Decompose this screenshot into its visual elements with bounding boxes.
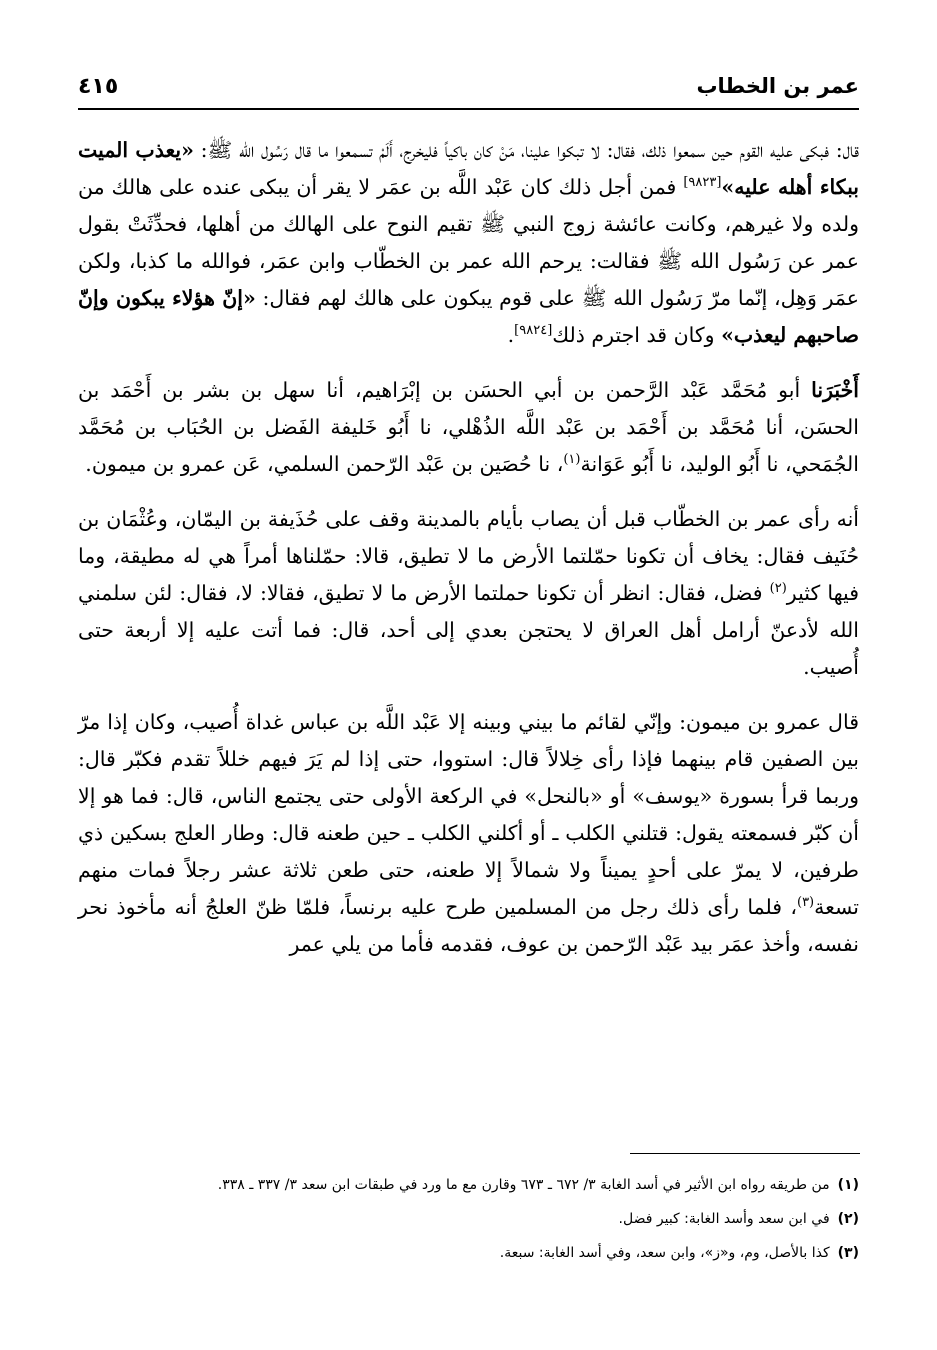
footnote-text: كذا بالأصل، وم، و«ز»، وابن سعد، وفي أسد الغابة: سبعة.: [499, 1245, 830, 1261]
isnad-lead: أَخْبَرَنا: [811, 378, 859, 402]
paragraph-3: [78, 501, 859, 686]
footnote-marker[interactable]: (٢): [769, 581, 787, 597]
paragraph-2: [78, 372, 859, 483]
footnote-divider: [630, 1153, 860, 1154]
footnote-marker[interactable]: (١): [563, 452, 581, 468]
paragraph-text: قال عمرو بن ميمون: وإنّي لقائم ما بيني وبينه إلا عَبْد اللَّه بن عباس غداة أُصيب، وكان إذا مرّ بين الصفين قام بينهما فإذا رأى خِلالاً قال: استووا، حتى إذا لم يَرَ فيهم خللاً تقدم فكبّر قال: وربما قرأ بسورة «يوسف» أو «بالنحل» في الركعة الأولى حتى يجتمع الناس، قال: فما هو إلا أن كبّر فسمعته يقول: قتلني الكلب ـ أو أكلني الكلب ـ حين طعنه قال: وطار العلج بسكين ذي طرفين، لا يمرّ على أحدٍ يميناً ولا شمالاً إلا طعنه، حتى طعن ثلاثة عشر رجلاً فمات منهم تسعة: [78, 710, 859, 919]
hadith-quote: «إنّ هؤلاء يبكون وإنّ صاحبهم ليعذب»: [78, 286, 859, 347]
footnote-text: في ابن سعد وأسد الغابة: كبير فضل.: [618, 1211, 830, 1227]
paragraph-text: أبو مُحَمَّد عَبْد الرَّحمن بن أبي الحسَن بن إبْرَاهيم، أنا سهل بن بشر بن أَحْمَد بن الحسَن، أنا مُحَمَّد بن أَحْمَد بن عَبْد اللَّه الذُهْلي، نا أَبُو خَليفة الفَضل بن الحُبَاب بن مُحَمَّد الجُمَحي، نا أَبُو الوليد، نا أَبُو عَوَانة: [78, 378, 859, 476]
footnote-marker[interactable]: (٣): [796, 895, 815, 911]
running-title: عمر بن الخطاب: [696, 74, 859, 98]
footnote-number: (٢): [837, 1211, 859, 1227]
footnote-item: [78, 1236, 859, 1270]
footnote-number: (٣): [837, 1245, 859, 1261]
footnote-item: [78, 1168, 859, 1202]
paragraph-text: ، نا حُصَين بن عَبْد الرّحمن السلمي، عَن عمرو بن ميمون.: [85, 452, 564, 476]
hadith-reference: [٩٨٢٤]: [514, 323, 553, 339]
footnote-item: [78, 1202, 859, 1236]
hadith-quote: «يعذب الميت ببكاء أهله عليه»: [78, 138, 859, 199]
paragraph-1: [78, 132, 859, 354]
paragraph-text: ، فلما رأى ذلك رجل من المسلمين طرح عليه برنساً، فلمّا ظنّ العلجُ أنه مأخوذ نحر نفسه، وأخذ عمَر بيد عَبْد الرّحمن بن عوف، فقدمه فأما من يلي عمر: [78, 895, 859, 956]
main-text: [78, 132, 859, 981]
paragraph-text: وكان قد اجترم ذلك: [552, 323, 722, 347]
paragraph-text: أنه رأى عمر بن الخطّاب قبل أن يصاب بأيام بالمدينة وقف على حُذَيفة بن اليمّان، وعُثْمَان بن حُنَيف فقال: يخاف أن تكونا حمّلتما الأرض ما لا تطيق، قالا: حمّلناها أمراً هي له مطيقة، وما فيها كثير: [78, 507, 860, 605]
page-header: [78, 70, 859, 110]
paragraph-end: .: [507, 323, 515, 347]
footnote-text: من طريقه رواه ابن الأثير في أسد الغابة ٣/ ٦٧٢ ـ ٦٧٣ وقارن مع ما ورد في طبقات ابن سعد ٣/ ٣٣٧ ـ ٣٣٨.: [217, 1177, 830, 1193]
paragraph-text: فمن أجل ذلك كان عَبْد اللَّه بن عمَر لا يقر أن يبكى عنده على هالك من ولده ولا غيرهم، وكانت عائشة زوج النبي ﷺ تقيم النوح على الهالك من أهلها، فحدِّثَتْ بقول عمر عن رَسُول الله ﷺ فقالت: يرحم الله عمر بن الخطّاب وابن عمَر، فوالله ما كذبا، ولكن عمَر وَهِل، إنّما مرّ رَسُول الله ﷺ على قوم يبكون على هالك لهم فقال:: [78, 175, 859, 310]
paragraph-text: قال: فبكى عليه القوم حين سمعوا ذلك، فقال: لا تبكوا علينا، مَنْ كان باكياً فليخرج، أَلَمْ تسمعوا ما قال رَسُول الله ﷺ:: [193, 138, 859, 162]
page-number: ٤١٥: [78, 74, 119, 99]
paragraph-text: فضل، فقال: انظر أن تكونا حملتما الأرض ما لا تطيق، فقالا: لا، فقال: لئن سلمني الله لأدعنّ أرامل أهل العراق لا يحتجن بعدي إلى أحد، قال: فما أتت عليه إلا أربعة حتى أُصيب.: [78, 581, 859, 679]
paragraph-4: [78, 704, 859, 963]
hadith-reference: [٩٨٢٣]: [683, 175, 722, 191]
footnote-number: (١): [837, 1177, 859, 1193]
footnotes: [78, 1168, 859, 1270]
